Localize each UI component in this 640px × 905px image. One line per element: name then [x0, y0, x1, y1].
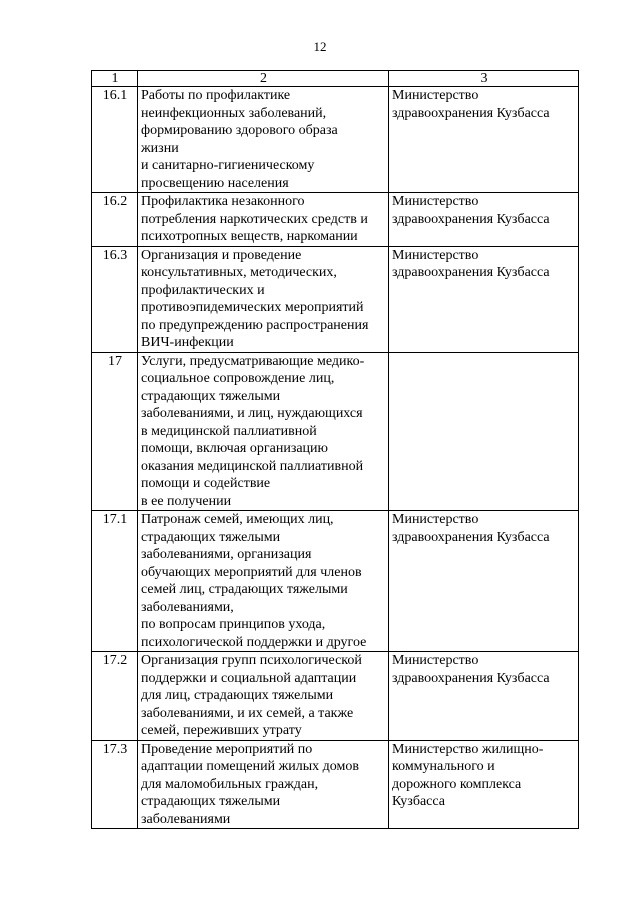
- row-description: Проведение мероприятий по адаптации помещений жилых домов для маломобильных граждан, страдающих тяжелыми заболеваниями: [138, 740, 389, 829]
- table-row: [92, 87, 579, 193]
- row-responsible-org: Министерство здравоохранения Кузбасса: [389, 193, 579, 247]
- row-description: Профилактика незаконного потребления наркотических средств и психотропных веществ, наркомании: [138, 193, 389, 247]
- page-number: 12: [313, 39, 327, 54]
- row-number: 16.1: [92, 87, 138, 193]
- row-number: 17.1: [92, 511, 138, 652]
- row-description: Организация и проведение консультативных, методических, профилактических и противоэпидемических мероприятий по предупреждению распространения ВИЧ-инфекции: [138, 246, 389, 352]
- row-responsible-org: Министерство здравоохранения Кузбасса: [389, 246, 579, 352]
- row-number: 17.2: [92, 652, 138, 741]
- row-responsible-org: Министерство здравоохранения Кузбасса: [389, 87, 579, 193]
- column-header: 3: [389, 71, 579, 87]
- table-row: [92, 193, 579, 247]
- row-responsible-org: Министерство жилищно- коммунального и дорожного комплекса Кузбасса: [389, 740, 579, 829]
- services-table: [91, 70, 579, 829]
- table-row: [92, 511, 579, 652]
- table-row: [92, 652, 579, 741]
- row-description: Патронаж семей, имеющих лиц, страдающих тяжелыми заболеваниями, организация обучающих мероприятий для членов семей лиц, страдающих тяжелыми заболеваниями, по вопросам принципов ухода, психологической поддержки и другое: [138, 511, 389, 652]
- table-row: [92, 740, 579, 829]
- table-row: [92, 352, 579, 511]
- row-description: Услуги, предусматривающие медико- социальное сопровождение лиц, страдающих тяжелыми заболеваниями, и лиц, нуждающихся в медицинской паллиативной помощи, включая организацию оказания медицинской паллиативной помощи и содействие в ее получении: [138, 352, 389, 511]
- row-description: Организация групп психологической поддержки и социальной адаптации для лиц, страдающих тяжелыми заболеваниями, и их семей, а также семей, переживших утрату: [138, 652, 389, 741]
- table-header-row: [92, 71, 579, 87]
- column-header: 2: [138, 71, 389, 87]
- row-responsible-org: [389, 352, 579, 511]
- row-responsible-org: Министерство здравоохранения Кузбасса: [389, 511, 579, 652]
- row-responsible-org: Министерство здравоохранения Кузбасса: [389, 652, 579, 741]
- row-number: 16.3: [92, 246, 138, 352]
- column-header: 1: [92, 71, 138, 87]
- row-number: 17: [92, 352, 138, 511]
- row-description: Работы по профилактике неинфекционных заболеваний, формированию здорового образа жизни и санитарно-гигиеническому просвещению населения: [138, 87, 389, 193]
- table-row: [92, 246, 579, 352]
- row-number: 17.3: [92, 740, 138, 829]
- row-number: 16.2: [92, 193, 138, 247]
